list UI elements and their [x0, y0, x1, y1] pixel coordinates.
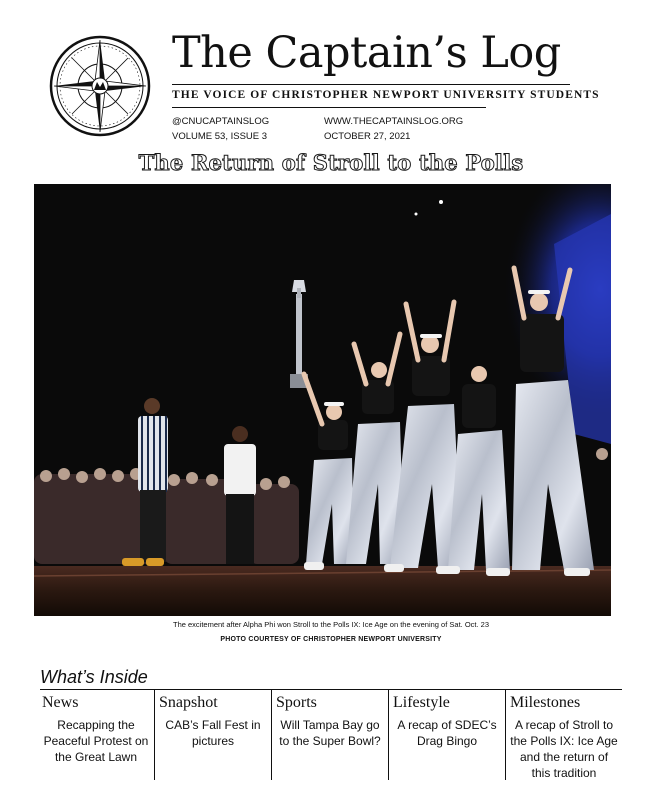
section-news[interactable] — [40, 690, 154, 780]
whats-inside-heading: What’s Inside — [40, 667, 148, 687]
section-teaser: A recap of SDEC’s Drag Bingo — [397, 718, 497, 748]
section-sports[interactable] — [271, 690, 388, 780]
section-lifestyle[interactable] — [388, 690, 505, 780]
section-teaser: A recap of Stroll to the Polls IX: Ice Age and the return of this tradition — [510, 718, 618, 780]
front-page-headline: The Return of Stroll to the Polls — [138, 150, 524, 175]
section-teaser: Will Tampa Bay go to the Super Bowl? — [279, 718, 381, 748]
social-handle: @CNUCAPTAINSLOG — [172, 116, 270, 127]
masthead-divider — [172, 107, 486, 108]
newspaper-title: The Captain’s Log — [172, 28, 561, 78]
section-title: News — [42, 694, 79, 711]
section-title: Milestones — [510, 694, 581, 711]
website-url: WWW.THECAPTAINSLOG.ORG — [324, 116, 464, 127]
cover-photo — [34, 184, 611, 616]
section-title: Sports — [276, 694, 317, 711]
masthead-top-rule — [172, 84, 570, 85]
section-milestones[interactable] — [505, 690, 622, 780]
photo-credit: PHOTO COURTESY OF CHRISTOPHER NEWPORT UNIVERSITY — [220, 636, 442, 643]
compass-rose-icon — [48, 34, 152, 138]
section-title: Lifestyle — [393, 694, 450, 711]
masthead-tagline: THE VOICE OF CHRISTOPHER NEWPORT UNIVERSITY STUDENTS — [172, 89, 600, 101]
volume-issue: VOLUME 53, ISSUE 3 — [172, 131, 268, 142]
section-title: Snapshot — [159, 694, 218, 711]
section-teaser: CAB’s Fall Fest in pictures — [165, 718, 261, 748]
photo-caption: The excitement after Alpha Phi won Stroll to the Polls IX: Ice Age on the evening of Sat. Oct. 23 — [172, 620, 489, 629]
whats-inside-sections — [40, 690, 622, 780]
section-snapshot[interactable] — [154, 690, 271, 780]
issue-date: OCTOBER 27, 2021 — [324, 131, 411, 142]
section-teaser: Recapping the Peaceful Protest on the Great Lawn — [43, 718, 149, 764]
